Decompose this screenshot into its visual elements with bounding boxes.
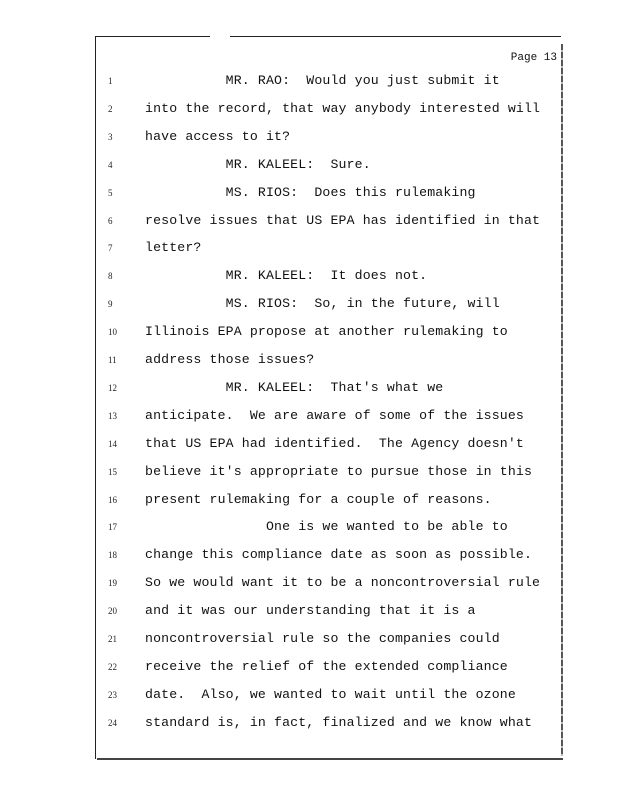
line-number: 5: [108, 187, 113, 198]
line-number: 11: [108, 355, 117, 365]
line-number: 6: [108, 215, 113, 226]
transcript-line: MR. RAO: Would you just submit it: [145, 73, 500, 88]
transcript-line: One is we wanted to be able to: [145, 519, 508, 535]
line-number: 10: [108, 327, 117, 338]
transcript-line: MR. KALEEL: That's what we: [145, 379, 444, 395]
transcript-line: standard is, in fact, finalized and we know what: [145, 714, 533, 730]
transcript-line: change this compliance date as soon as possible.: [145, 547, 533, 563]
transcript-line: into the record, that way anybody interested will: [145, 100, 541, 116]
line-number: 9: [108, 299, 113, 310]
line-number: 3: [108, 131, 113, 142]
line-number: 24: [108, 717, 117, 728]
line-number: 13: [108, 410, 117, 421]
transcript-line: MS. RIOS: So, in the future, will: [145, 296, 500, 312]
transcript-line: MS. RIOS: Does this rulemaking: [145, 184, 476, 200]
transcript-line: that US EPA had identified. The Agency doesn't: [145, 435, 524, 451]
transcript-line: believe it's appropriate to pursue those in this: [145, 463, 533, 479]
line-number: 2: [108, 103, 113, 114]
page-border-gap: [210, 34, 230, 38]
line-number: 14: [108, 438, 117, 449]
transcript-line: and it was our understanding that it is a: [145, 603, 476, 619]
line-number: 20: [108, 606, 117, 617]
line-number: 16: [108, 494, 117, 505]
line-number: 4: [108, 159, 113, 170]
page-edge-bottom: [97, 758, 563, 760]
transcript-line: Illinois EPA propose at another rulemaking to: [145, 324, 508, 340]
line-number: 23: [108, 689, 117, 700]
line-number: 19: [108, 578, 117, 589]
line-number: 17: [108, 522, 117, 533]
line-number: 21: [108, 634, 117, 644]
transcript-line: have access to it?: [145, 128, 291, 144]
transcript-line: noncontroversial rule so the companies could: [145, 631, 500, 646]
transcript-line: MR. KALEEL: Sure.: [145, 156, 371, 172]
transcript-line: anticipate. We are aware of some of the issues: [145, 407, 524, 423]
line-number: 1: [108, 76, 113, 86]
transcript-line: date. Also, we wanted to wait until the ozone: [145, 686, 516, 702]
transcript-line: address those issues?: [145, 352, 315, 367]
transcript-line: present rulemaking for a couple of reasons.: [145, 491, 492, 507]
line-number: 22: [108, 661, 117, 672]
transcript-line: resolve issues that US EPA has identified in that: [145, 212, 541, 228]
transcript-line: receive the relief of the extended compliance: [145, 658, 508, 674]
line-number: 12: [108, 382, 117, 393]
transcript-line: MR. KALEEL: It does not.: [145, 268, 428, 284]
line-number: 7: [108, 243, 113, 254]
transcript-line: letter?: [145, 240, 202, 256]
page-number: Page 13: [510, 52, 557, 64]
line-number: 18: [108, 550, 117, 561]
page-edge-right: [561, 44, 563, 756]
line-number: 15: [108, 466, 117, 477]
transcript-line: So we would want it to be a noncontroversial rule: [145, 575, 541, 591]
line-number: 8: [108, 271, 113, 282]
